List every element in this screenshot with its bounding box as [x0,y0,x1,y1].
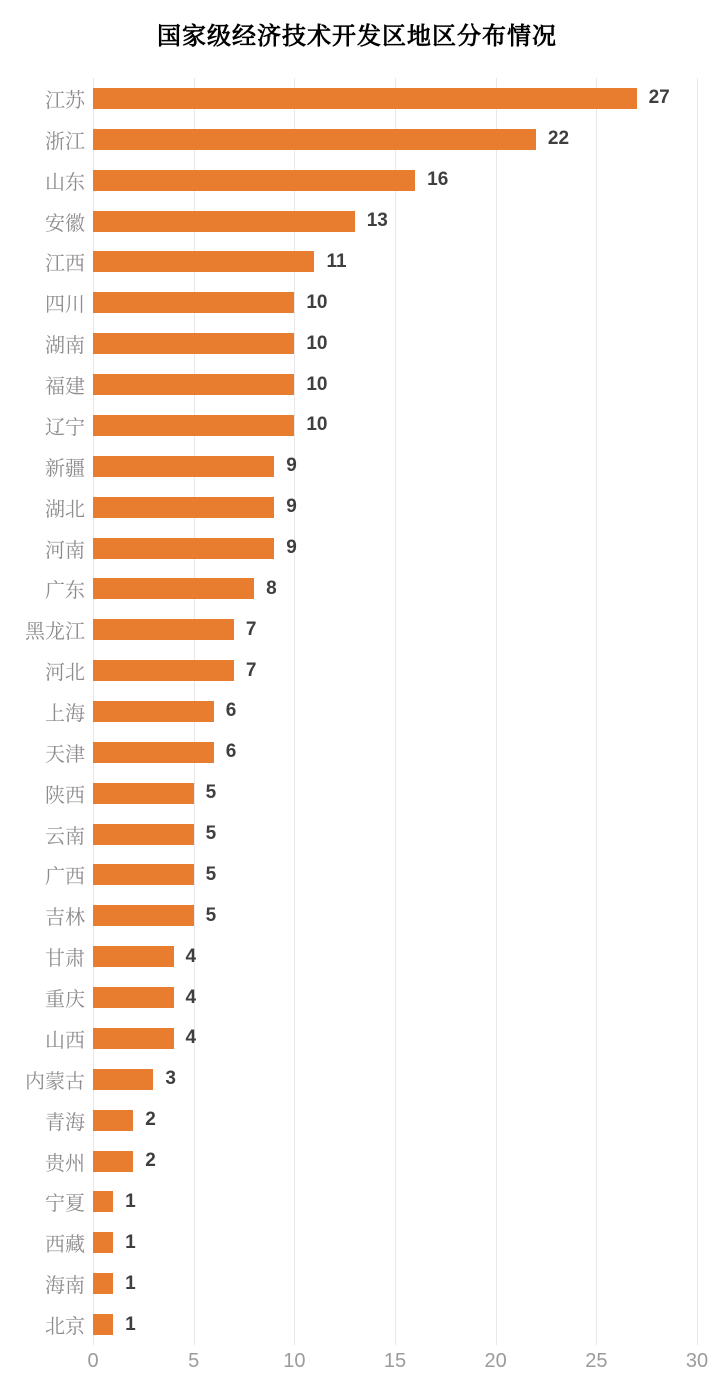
category-label: 四川 [45,292,85,317]
category-label: 贵州 [45,1150,85,1175]
category-label: 宁夏 [45,1191,85,1216]
category-label: 吉林 [45,905,85,930]
bar-row [0,1141,714,1182]
value-label: 5 [205,863,217,885]
bar [93,1273,113,1294]
value-label: 27 [648,87,670,109]
value-label: 3 [165,1068,176,1090]
bar [93,415,294,436]
category-label: 山西 [45,1027,85,1052]
value-label: 1 [125,1231,136,1253]
category-label: 河南 [45,537,85,562]
chart-title: 国家级经济技术开发区地区分布情况 [157,21,557,50]
value-label: 5 [205,904,217,926]
category-label: 安徽 [45,210,85,235]
value-label: 1 [125,1272,136,1294]
bar [93,701,214,722]
bar [93,783,194,804]
value-label: 4 [185,1027,197,1049]
value-label: 4 [185,986,197,1008]
bar [93,660,234,681]
value-label: 6 [225,741,237,763]
bar-row [0,282,714,323]
value-label: 9 [286,455,297,477]
bar-row [0,936,714,977]
value-label: 7 [245,618,257,640]
value-label: 10 [306,291,328,313]
bar [93,987,174,1008]
category-label: 重庆 [45,987,85,1012]
category-label: 西藏 [45,1232,85,1257]
value-label: 2 [145,1109,156,1131]
category-label: 广东 [45,578,85,603]
bar [93,170,415,191]
bar-row [0,1263,714,1304]
x-axis-tick-label: 30 [685,1350,709,1372]
bar [93,129,536,150]
value-label: 7 [245,659,257,681]
bar-row [0,609,714,650]
bar [93,1110,133,1131]
bar [93,742,214,763]
bar [93,905,194,926]
bar [93,864,194,885]
value-label: 1 [125,1190,136,1212]
x-axis [0,1350,714,1380]
value-label: 10 [306,414,328,436]
category-label: 湖北 [45,496,85,521]
bar-rows [0,78,714,1345]
category-label: 江苏 [45,87,85,112]
category-label: 广西 [45,864,85,889]
category-label: 青海 [45,1109,85,1134]
x-axis-tick-label: 0 [87,1350,99,1372]
bar [93,1314,113,1335]
bar-row [0,364,714,405]
bar [93,1028,174,1049]
bar [93,88,637,109]
bar [93,538,274,559]
value-label: 9 [286,496,297,518]
category-label: 陕西 [45,782,85,807]
bar-row [0,895,714,936]
bar-row [0,119,714,160]
value-label: 9 [286,537,297,558]
category-label: 甘肃 [45,946,85,971]
bar-row [0,814,714,855]
category-label: 辽宁 [45,414,85,439]
value-label: 8 [266,577,277,599]
bar-row [0,568,714,609]
x-axis-tick-label: 10 [283,1350,306,1372]
bar-row [0,977,714,1018]
value-label: 5 [205,782,217,804]
value-label: 6 [225,700,237,722]
value-label: 2 [145,1150,156,1172]
bar-row [0,1018,714,1059]
bar-row [0,1304,714,1345]
category-label: 北京 [45,1314,85,1339]
bar-row [0,1059,714,1100]
category-label: 上海 [45,700,85,725]
x-axis-tick-label: 25 [585,1350,608,1372]
bar [93,211,355,232]
bar [93,946,174,967]
bar [93,1151,133,1172]
x-axis-tick-label: 20 [484,1350,507,1372]
value-label: 10 [306,373,328,395]
category-label: 山东 [45,169,85,194]
x-axis-tick-label: 5 [188,1350,200,1372]
category-label: 浙江 [45,128,85,153]
bar [93,1069,153,1090]
value-label: 13 [366,210,388,232]
bar-row [0,446,714,487]
value-label: 11 [326,250,347,272]
bar-row [0,732,714,773]
x-axis-tick-label: 15 [383,1350,407,1372]
bar [93,497,274,518]
category-label: 黑龙江 [25,619,85,644]
bar [93,578,254,599]
bar-row [0,241,714,282]
bar [93,374,294,395]
category-label: 海南 [45,1273,85,1298]
bar [93,1232,113,1253]
category-label: 新疆 [45,455,85,480]
value-label: 5 [205,823,217,845]
bar-row [0,487,714,528]
bar [93,456,274,477]
category-label: 福建 [45,374,85,399]
bar-row [0,323,714,364]
category-label: 云南 [45,823,85,848]
value-label: 1 [125,1313,136,1335]
bar-row [0,78,714,119]
bar [93,251,314,272]
bar-row [0,1222,714,1263]
bar-row [0,691,714,732]
bar-row [0,773,714,814]
bar-row [0,405,714,446]
bar [93,333,294,354]
bar-row [0,1100,714,1141]
value-label: 16 [427,169,449,191]
plot-area [0,78,714,1345]
bar-row [0,160,714,201]
value-label: 10 [306,332,328,354]
value-label: 22 [547,128,570,150]
category-label: 河北 [45,660,85,685]
bar-row [0,1182,714,1223]
category-label: 内蒙古 [25,1068,85,1093]
bar [93,1191,113,1212]
bar-row [0,201,714,242]
bar-row [0,528,714,569]
category-label: 天津 [45,741,85,766]
value-label: 4 [185,945,197,967]
category-label: 江西 [45,251,85,276]
bar [93,619,234,640]
bar [93,292,294,313]
bar-row [0,650,714,691]
category-label: 湖南 [45,333,85,358]
bar [93,824,194,845]
bar-row [0,855,714,896]
